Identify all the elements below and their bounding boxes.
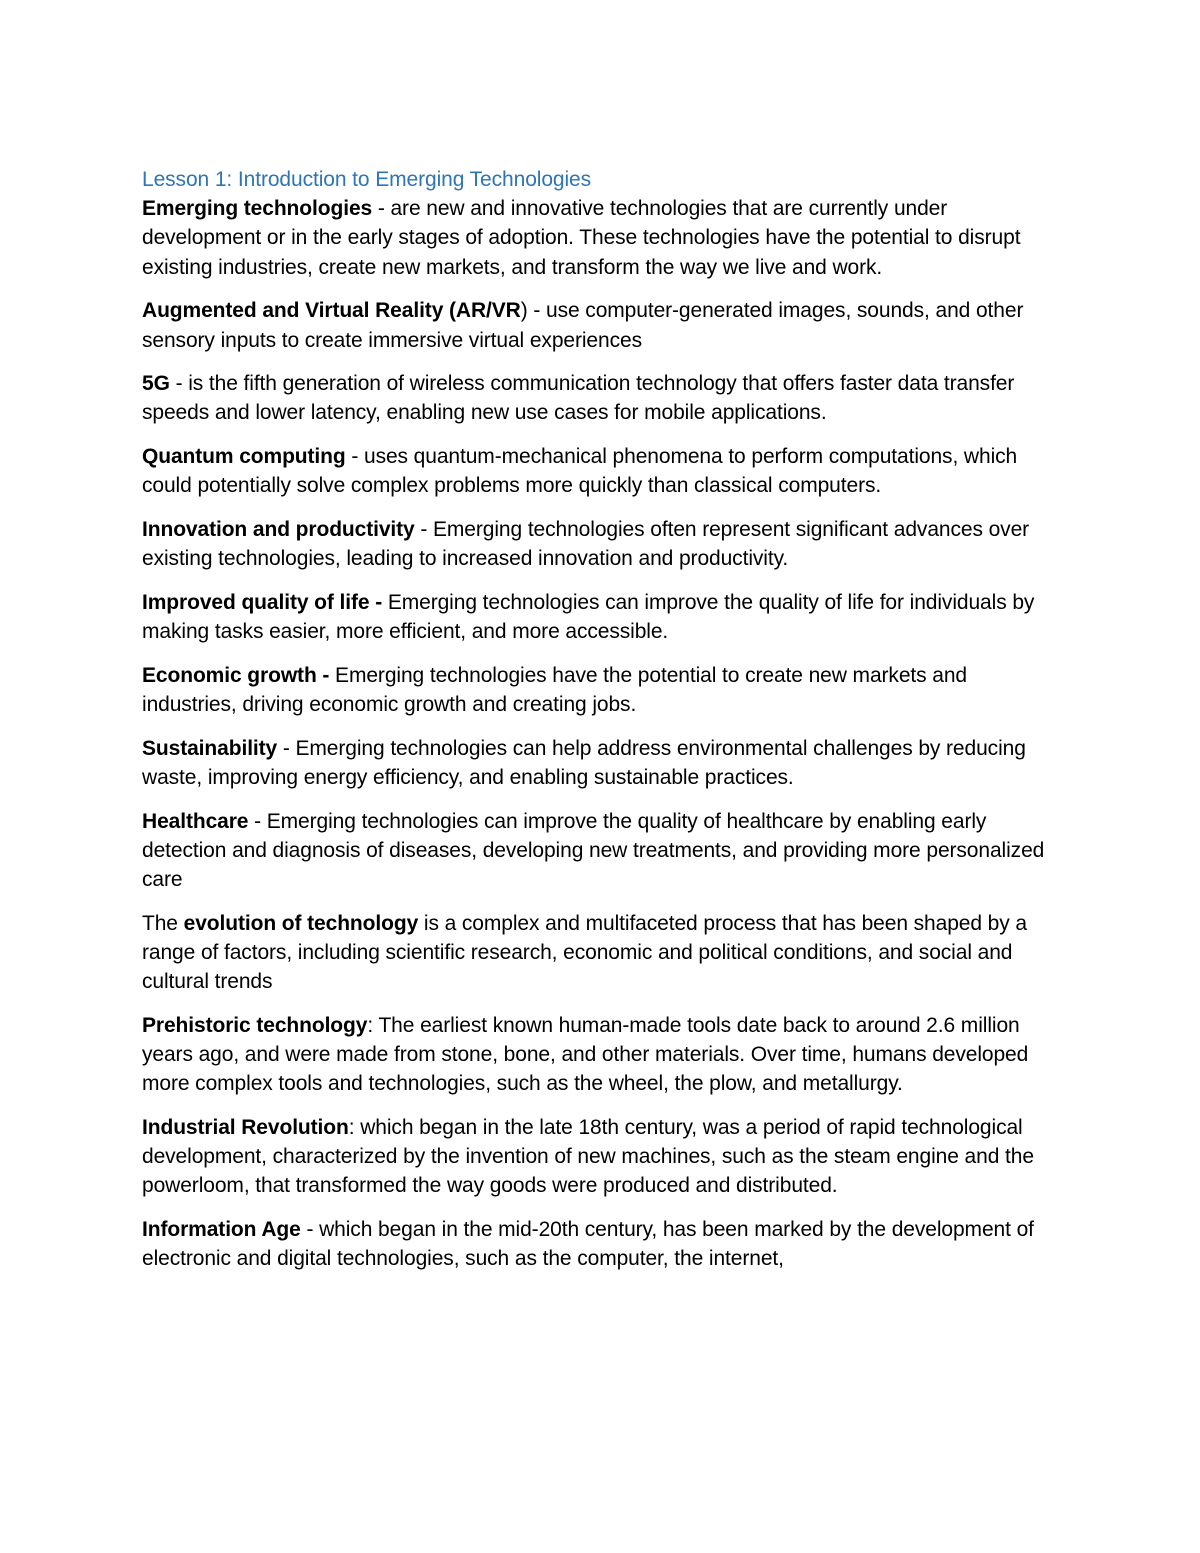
definition-paragraph [142, 909, 1062, 997]
document-page [142, 165, 1062, 1288]
paragraph-list [142, 194, 1062, 1273]
definition-paragraph [142, 296, 1062, 354]
paragraph-text: Emerging technologies have the potential to create new markets and industries, driving economic growth and creating jobs. [142, 663, 967, 717]
definition-paragraph [142, 515, 1062, 573]
definition-paragraph [142, 1113, 1062, 1201]
paragraph-text: - Emerging technologies can help address environmental challenges by reducing waste, improving energy efficiency, and enabling sustainable practices. [142, 736, 1026, 789]
paragraph-prefix: The [142, 911, 184, 935]
paragraph-term: Sustainability [142, 736, 278, 760]
paragraph-text: Emerging technologies can improve the quality of life for individuals by making tasks easier, more efficient, and more accessible. [142, 590, 1035, 644]
paragraph-term: Quantum computing [142, 445, 346, 469]
definition-paragraph [142, 1011, 1062, 1099]
definition-paragraph [142, 194, 1062, 282]
paragraph-term: Economic growth - [142, 663, 330, 687]
paragraph-term: 5G [142, 372, 170, 396]
definition-paragraph [142, 588, 1062, 646]
paragraph-text: - is the fifth generation of wireless communication technology that offers faster data transfer speeds and lower latency, enabling new use cases for mobile applications. [142, 372, 1015, 425]
paragraph-text: - are new and innovative technologies that are currently under development or in the early stages of adoption. These technologies have the potential to disrupt existing industries, create new markets, and transform the way we live and work. [142, 197, 1021, 279]
paragraph-term: Innovation and productivity [142, 518, 415, 542]
paragraph-term: Industrial Revolution [142, 1115, 349, 1139]
definition-paragraph [142, 661, 1062, 719]
paragraph-text: is a complex and multifaceted process that has been shaped by a range of factors, including scientific research, economic and political conditions, and social and cultural trends [142, 911, 1027, 994]
paragraph-text: - uses quantum-mechanical phenomena to perform computations, which could potentially solve complex problems more quickly than classical computers. [142, 445, 1018, 498]
lesson-heading: Lesson 1: Introduction to Emerging Technologies [142, 168, 592, 191]
paragraph-term: Emerging technologies [142, 197, 373, 221]
paragraph-term: Healthcare [142, 809, 249, 833]
paragraph-term: evolution of technology [183, 911, 419, 935]
paragraph-term: Augmented and Virtual Reality (AR/VR [142, 299, 521, 323]
definition-paragraph [142, 369, 1062, 427]
paragraph-text: : The earliest known human-made tools date back to around 2.6 million years ago, and were made from stone, bone, and other materials. Over time, humans developed more complex tools and technologies, such as the wheel, the plow, and metallurgy. [142, 1013, 1029, 1096]
definition-paragraph [142, 734, 1062, 792]
definition-paragraph [142, 442, 1062, 500]
paragraph-term: Improved quality of life - [142, 590, 383, 614]
paragraph-term: Information Age [142, 1218, 301, 1242]
paragraph-text: ) - use computer-generated images, sounds, and other sensory inputs to create immersive virtual experiences [142, 299, 1024, 352]
paragraph-term: Prehistoric technology [142, 1013, 368, 1037]
paragraph-text: - Emerging technologies often represent significant advances over existing technologies, leading to increased innovation and productivity. [142, 518, 1030, 571]
paragraph-text: - which began in the mid-20th century, has been marked by the development of electronic and digital technologies, such as the computer, the internet, [142, 1218, 1034, 1271]
definition-paragraph [142, 1215, 1062, 1273]
definition-paragraph [142, 807, 1062, 895]
paragraph-text: : which began in the late 18th century, was a period of rapid technological development, characterized by the invention of new machines, such as the steam engine and the powerloom, that transformed the way goods were produced and distributed. [142, 1115, 1034, 1198]
paragraph-text: - Emerging technologies can improve the quality of healthcare by enabling early detection and diagnosis of diseases, developing new treatments, and providing more personalized care [142, 809, 1045, 892]
